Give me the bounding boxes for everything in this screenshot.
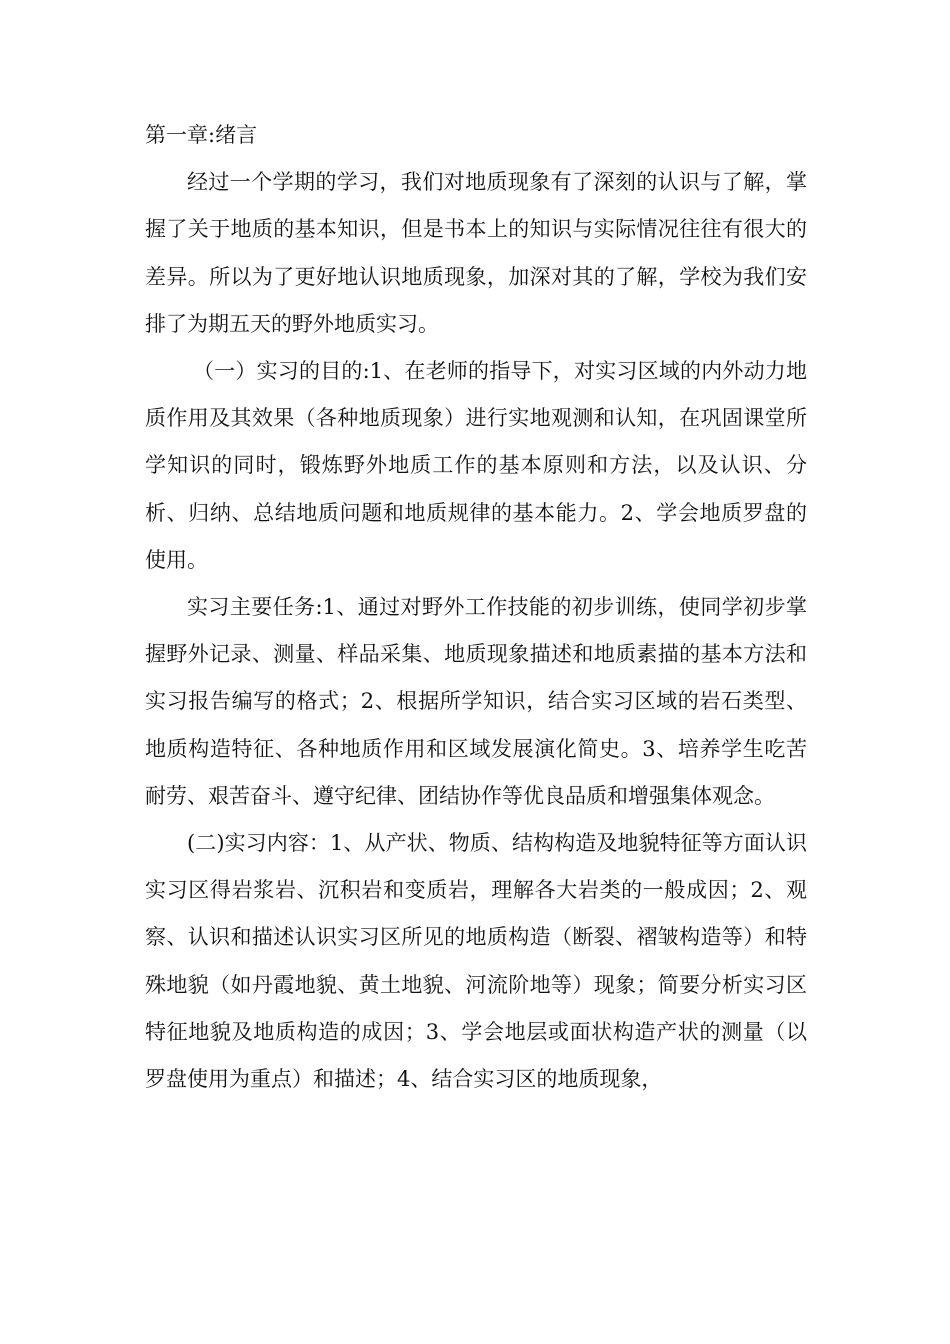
document-body — [145, 112, 807, 1103]
paragraph-purpose: （一）实习的目的:1、在老师的指导下，对实习区域的内外动力地质作用及其效果（各种地质现象）进行实地观测和认知，在巩固课堂所学知识的同时，锻炼野外地质工作的基本原则和方法，以及认识、分析、归纳、总结地质问题和地质规律的基本能力。2、学会地质罗盘的使用。 — [145, 359, 807, 572]
paragraph-intro: 经过一个学期的学习，我们对地质现象有了深刻的认识与了解，掌握了关于地质的基本知识，但是书本上的知识与实际情况往往有很大的差异。所以为了更好地认识地质现象，加深对其的了解，学校为我们安排了为期五天的野外地质实习。 — [145, 170, 807, 336]
paragraph-content: (二)实习内容：1、从产状、物质、结构构造及地貌特征等方面认识实习区得岩浆岩、沉积岩和变质岩，理解各大岩类的一般成因；2、观察、认识和描述认识实习区所见的地质构造（断裂、褶皱构造等）和特殊地貌（如丹霞地貌、黄土地貌、河流阶地等）现象；简要分析实习区特征地貌及地质构造的成因；3、学会地层或面状构造产状的测量（以罗盘使用为重点）和描述；4、结合实习区的地质现象， — [145, 831, 807, 1092]
chapter-title: 第一章:绪言 — [145, 123, 258, 147]
paragraph-main-tasks: 实习主要任务:1、通过对野外工作技能的初步训练，使同学初步掌握野外记录、测量、样品采集、地质现象描述和地质素描的基本方法和实习报告编写的格式；2、根据所学知识，结合实习区域的岩石类型、地质构造特征、各种地质作用和区域发展演化简史。3、培养学生吃苦耐劳、艰苦奋斗、遵守纪律、团结协作等优良品质和增强集体观念。 — [145, 595, 807, 808]
